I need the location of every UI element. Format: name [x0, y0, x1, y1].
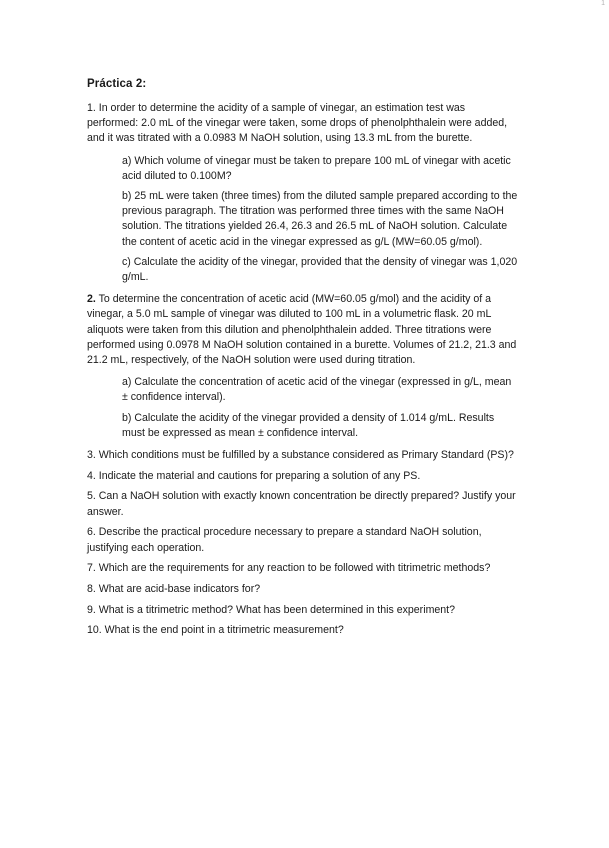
question-1b: b) 25 mL were taken (three times) from the diluted sample prepared according to the previous paragraph. The titration was performed three times with the same NaOH solution. The titrations yielded 26.4, 26.3 and 26.5 mL of NaOH solution. Calculate the content of acetic acid in the vinegar expressed as g/L (MW=60.05 g/mol). — [122, 190, 518, 248]
question-2 — [87, 292, 519, 368]
question-2-number: 2. — [87, 293, 96, 306]
question-7: 7. Which are the requirements for any reaction to be followed with titrimetric methods? — [87, 562, 491, 575]
question-9: 9. What is a titrimetric method? What has been determined in this experiment? — [87, 603, 456, 616]
question-2a: a) Calculate the concentration of acetic acid of the vinegar (expressed in g/L, mean ± confidence interval). — [122, 376, 512, 404]
question-2b: b) Calculate the acidity of the vinegar provided a density of 1.014 g/mL. Results must be expressed as mean ± confidence interval. — [122, 411, 495, 439]
question-5: 5. Can a NaOH solution with exactly known concentration be directly prepared? Justify your answer. — [87, 490, 516, 518]
question-6: 6. Describe the practical procedure necessary to prepare a standard NaOH solution, justifying each operation. — [87, 526, 482, 554]
questions-body — [87, 101, 519, 644]
question-1c: c) Calculate the acidity of the vinegar, provided that the density of vinegar was 1,020 g/mL. — [122, 255, 518, 284]
question-2-text: To determine the concentration of acetic acid (MW=60.05 g/mol) and the acidity of a vinegar, a 5.0 mL sample of vinegar was diluted to 100 mL in a volumetric flask. 20 mL aliquots were taken from this dilution and phenolphthalein added. Three titrations were performed using 0.0978 M NaOH solution contained in a burette. Volumes of 21.2, 21.3 and 21.2 mL, respectively, of the NaOH solution were used during titration. — [87, 293, 517, 367]
question-8: 8. What are acid-base indicators for? — [87, 582, 261, 595]
question-1a: a) Which volume of vinegar must be taken to prepare 100 mL of vinegar with acetic acid diluted to 0.100M? — [122, 154, 511, 182]
page-title: Práctica 2: — [87, 78, 147, 90]
question-1: 1. In order to determine the acidity of a sample of vinegar, an estimation test was performed: 2.0 mL of the vinegar were taken, some drops of phenolphthalein were added, and it was titrated with a 0.0983 M NaOH solution, using 13.3 mL from the burette. — [87, 102, 508, 145]
question-4: 4. Indicate the material and cautions for preparing a solution of any PS. — [87, 469, 421, 482]
page-corner-mark: 1 — [601, 0, 605, 7]
question-3: 3. Which conditions must be fulfilled by a substance considered as Primary Standard (PS)? — [87, 449, 514, 462]
question-10: 10. What is the end point in a titrimetric measurement? — [87, 624, 344, 637]
